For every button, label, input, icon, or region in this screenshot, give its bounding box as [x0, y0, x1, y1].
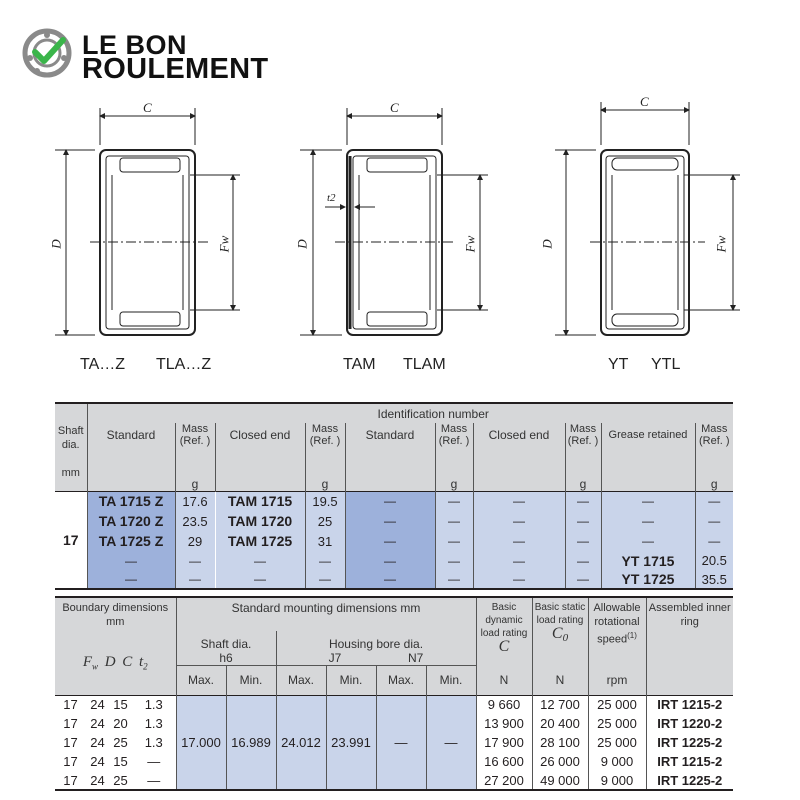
col-mass-3: Mass (Ref. ) [435, 423, 473, 447]
boundary-symbols: $F_w$ D C $t_2$ [82, 654, 148, 672]
dimensions-table: Boundary dimensions mm Standard mounting dimensions mm Basic dynamic load rating C Basic static load rating $C_0$ Allowable rotational speed$^{(1)}$ Assembled inner ring $F_w$ D C $t_2$ Shaft dia. h6 Housing bore dia. J7 N7 Max. Min. Max. Min. Max. Min. N N rpm 17 24 15 1.3 17.000 16.989 24.012 23.991 — — 9 660 12 700 25 000 IRT 1215-2 17 24 20 1.3 13 900 20 400 25 000 IRT 1220-2 17 24 25 1.3 17 900 28 100 25 000 IRT 1225-2 17 24 15 — 16 600 26 000 9 000 IRT 1215-2 17 24 25 — 27 200 49 000 9 000 IRT 1225-2 [55, 596, 733, 791]
col-mass-2: Mass (Ref. ) [305, 423, 345, 447]
shaft-dia-header: Shaft dia. mm [57, 425, 84, 479]
label-yt: YT [608, 356, 629, 373]
logo-line1: LE BON [82, 30, 188, 60]
drawing-tam [300, 108, 488, 335]
col-grease-retained: Grease retained [601, 423, 695, 447]
mounting-header: Standard mounting dimensions mm [176, 597, 476, 631]
identification-header: Identification number [87, 403, 733, 423]
speed-header: Allowable rotational speed$^{(1)}$ [588, 597, 646, 665]
shaft-value: 17 [62, 531, 79, 548]
col-standard-2: Standard [345, 423, 435, 447]
dim-fw-3: Fw [713, 235, 729, 253]
table-row: 17 TA 1715 Z 17.6 TAM 1715 19.5 — — — — — — [55, 491, 733, 511]
col-closed-end-1: Closed end [215, 423, 305, 447]
table-row: 17 24 25 1.3 17 900 28 100 25 000 IRT 1225-2 [55, 733, 733, 752]
housing-bore-header: Housing bore dia. J7 N7 [276, 631, 476, 665]
unit-g-1: g [175, 447, 215, 491]
table-row: 17 24 15 1.3 17.000 16.989 24.012 23.991 — — 9 660 12 700 25 000 IRT 1215-2 [55, 695, 733, 714]
drawing-ta-z [55, 108, 240, 335]
dynamic-load-header: Basic dynamic load rating C [476, 597, 532, 665]
dim-c-2: C [390, 100, 399, 115]
identification-table [55, 402, 733, 590]
dim-d-3: D [539, 239, 555, 249]
col-standard-1: Standard [87, 423, 175, 447]
static-load-header: Basic static load rating $C_0$ [532, 597, 588, 665]
label-tlam: TLAM [403, 356, 446, 373]
label-tam: TAM [343, 356, 376, 373]
label-tla-z: TLA…Z [156, 356, 212, 373]
unit-g-3: g [435, 447, 473, 491]
dim-fw-2: Fw [462, 235, 478, 253]
label-ytl: YTL [651, 356, 681, 373]
table-row: 17 24 20 1.3 13 900 20 400 25 000 IRT 1220-2 [55, 714, 733, 733]
col-closed-end-2: Closed end [473, 423, 565, 447]
col-mass-5: Mass (Ref. ) [695, 423, 733, 447]
dim-c-1: C [143, 100, 152, 115]
dim-d-1: D [48, 239, 64, 249]
logo [22, 28, 72, 78]
dim-t2: t2 [327, 192, 336, 204]
boundary-header: Boundary dimensions mm [62, 602, 169, 628]
table-row: 17 24 15 — 16 600 26 000 9 000 IRT 1215-2 [55, 752, 733, 771]
col-mass-4: Mass (Ref. ) [565, 423, 601, 447]
drawing-yt [555, 102, 740, 335]
inner-ring-header: Assembled inner ring [646, 597, 733, 665]
table-row: — — — — — — — — YT 1715 20.5 [55, 551, 733, 570]
table-row: 17 24 25 — 27 200 49 000 9 000 IRT 1225-2 [55, 771, 733, 790]
shaft-dia-header: Shaft dia. h6 [176, 631, 276, 665]
table-row: TA 1720 Z 23.5 TAM 1720 25 — — — — — — [55, 511, 733, 531]
bearing-drawings [0, 90, 800, 350]
dim-fw-1: Fw [216, 235, 232, 253]
unit-g-5: g [695, 447, 733, 491]
logo-line2: ROULEMENT [82, 53, 269, 85]
dim-d-2: D [294, 239, 310, 249]
label-ta-z: TA…Z [80, 356, 126, 373]
col-mass-1: Mass (Ref. ) [175, 423, 215, 447]
bearing-check-logo-icon [22, 28, 72, 78]
dim-c-3: C [640, 94, 649, 109]
table-row: TA 1725 Z 29 TAM 1725 31 — — — — — — [55, 531, 733, 551]
unit-g-2: g [305, 447, 345, 491]
table-row: — — — — — — — — YT 1725 35.5 [55, 570, 733, 589]
unit-g-4: g [565, 447, 601, 491]
